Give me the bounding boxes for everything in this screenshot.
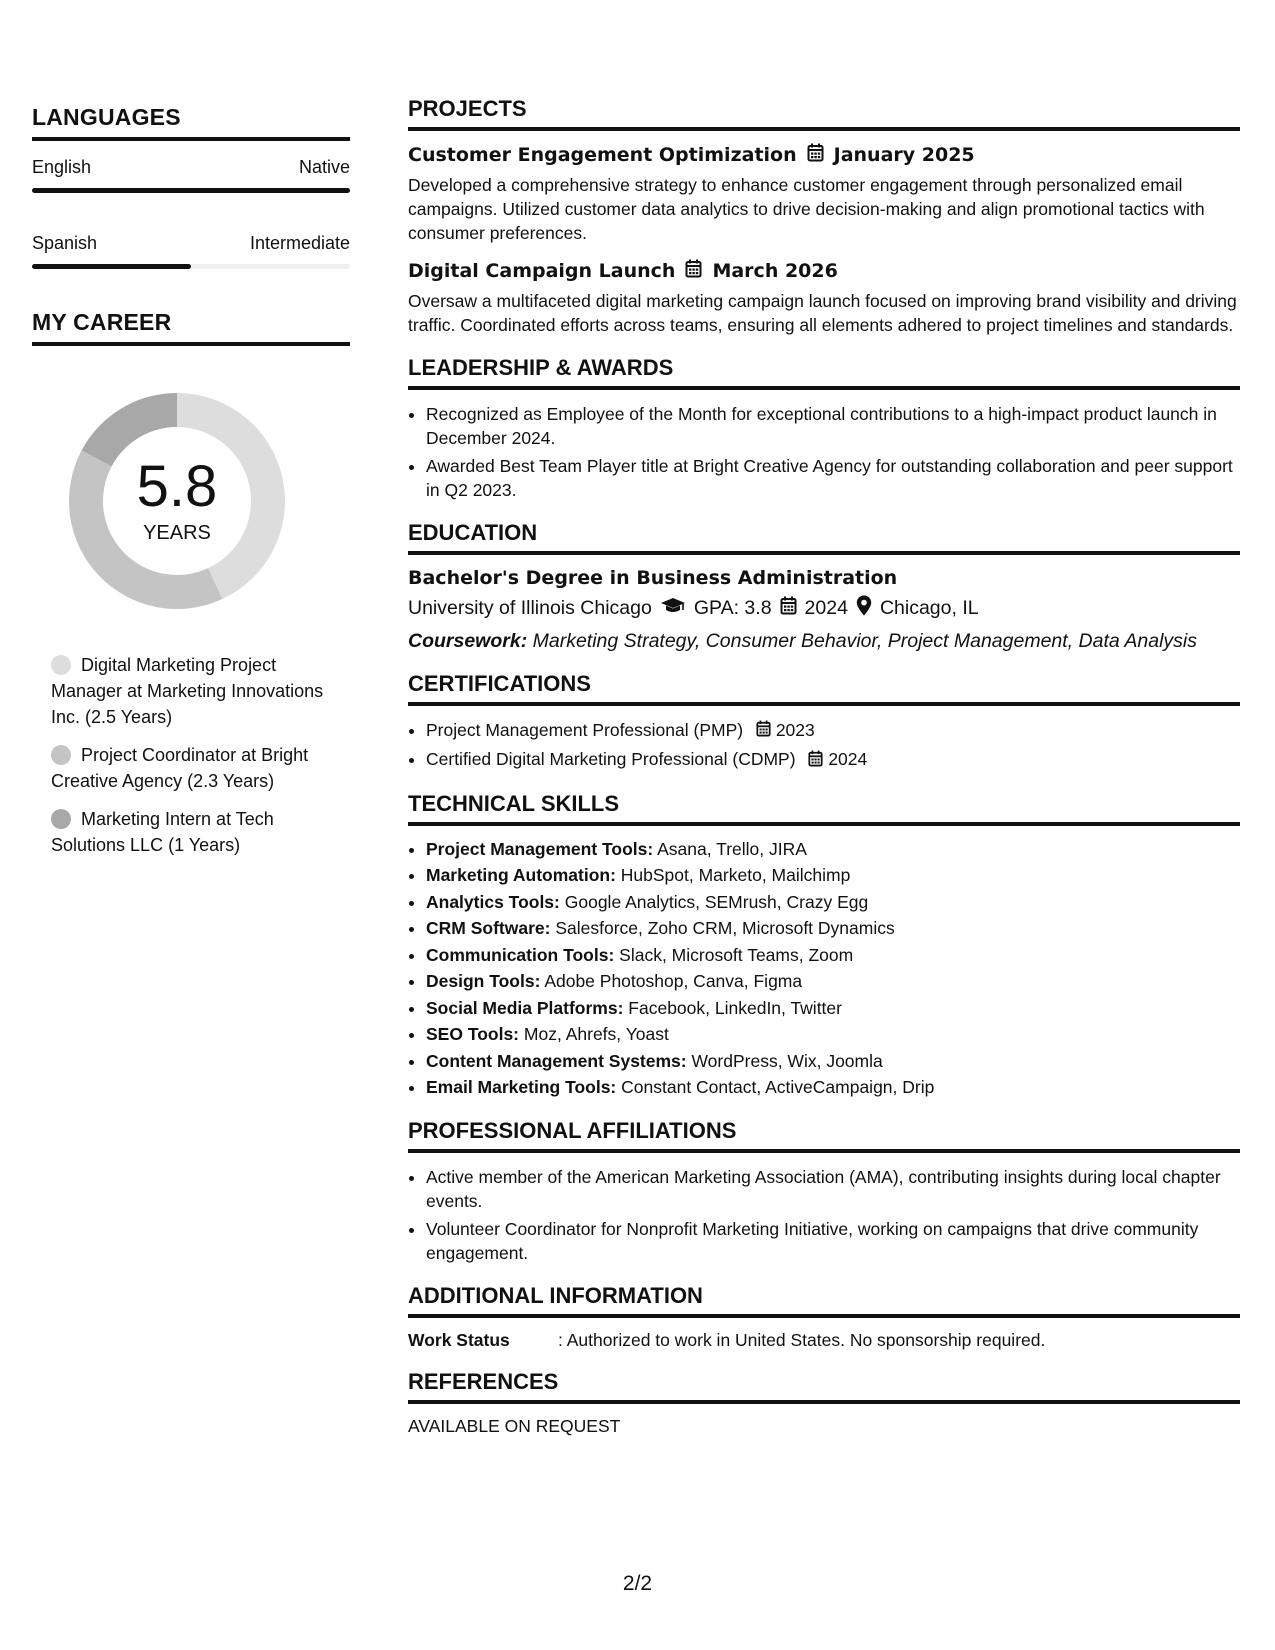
leadership-heading: LEADERSHIP & AWARDS [408, 355, 1240, 390]
skill-value: Salesforce, Zoho CRM, Microsoft Dynamics [555, 918, 895, 939]
certification-year: 2024 [828, 749, 868, 770]
language-proficiency-fill [32, 188, 350, 193]
legend-dot-icon [51, 745, 71, 765]
info-row [408, 1330, 1240, 1351]
career-role-text: Marketing Intern at Tech Solutions LLC (1 Years) [51, 809, 274, 855]
education-year: 2024 [804, 597, 848, 619]
skills-heading: TECHNICAL SKILLS [408, 791, 1240, 826]
calendar-icon [685, 259, 702, 283]
calendar-icon [807, 143, 824, 167]
references-text: AVAILABLE ON REQUEST [408, 1415, 621, 1436]
references-heading: REFERENCES [408, 1369, 1240, 1404]
project-item [408, 143, 1240, 245]
skill-value: Google Analytics, SEMrush, Crazy Egg [564, 891, 869, 912]
languages-heading: LANGUAGES [32, 104, 350, 141]
skill-item [426, 970, 1240, 994]
skill-label: Content Management Systems: [426, 1050, 687, 1071]
career-legend-item [51, 742, 350, 794]
skill-item [426, 1023, 1240, 1047]
skill-item [426, 1076, 1240, 1100]
project-title: Customer Engagement Optimization [408, 144, 797, 166]
project-date: January 2025 [833, 144, 975, 166]
language-level: Native [298, 157, 350, 177]
project-date: March 2026 [712, 260, 838, 282]
education-gpa: GPA: 3.8 [693, 597, 772, 619]
coursework-list: Marketing Strategy, Consumer Behavior, Project Management, Data Analysis [532, 630, 1198, 652]
language-proficiency-fill [32, 264, 191, 269]
skill-label: Marketing Automation: [426, 865, 616, 886]
certifications-section [408, 671, 1240, 773]
project-title: Digital Campaign Launch [408, 260, 676, 282]
skill-label: CRM Software: [426, 918, 551, 939]
skill-item [426, 1050, 1240, 1074]
projects-heading: PROJECTS [408, 96, 1240, 131]
legend-dot-icon [51, 809, 71, 829]
additional-info-heading: ADDITIONAL INFORMATION [408, 1283, 1240, 1318]
language-item [32, 157, 350, 193]
skill-label: Design Tools: [426, 971, 541, 992]
project-item [408, 259, 1240, 337]
skill-item [426, 838, 1240, 862]
certification-year: 2023 [775, 720, 815, 740]
language-name: Spanish [32, 233, 98, 253]
skill-item [426, 997, 1240, 1021]
skill-label: Analytics Tools: [426, 891, 560, 912]
career-donut-center [62, 386, 292, 616]
sidebar [32, 104, 350, 870]
additional-info-section [408, 1283, 1240, 1351]
page-number: 2/2 [622, 1572, 653, 1595]
affiliations-section [408, 1118, 1240, 1265]
language-proficiency-bar [32, 188, 350, 193]
skill-label: SEO Tools: [426, 1024, 520, 1045]
calendar-icon [808, 749, 823, 773]
skill-item [426, 944, 1240, 968]
education-coursework [408, 630, 1240, 653]
career-total-years: 5.8 [136, 453, 218, 519]
skills-section [408, 791, 1240, 1100]
career-role-text: Digital Marketing Project Manager at Marketing Innovations Inc. (2.5 Years) [51, 655, 324, 727]
skill-value: Asana, Trello, JIRA [657, 838, 807, 859]
skill-item [426, 917, 1240, 941]
certifications-heading: CERTIFICATIONS [408, 671, 1240, 706]
skill-item [426, 891, 1240, 915]
language-item [32, 233, 350, 269]
leadership-section [408, 355, 1240, 502]
info-key: Work Status [408, 1329, 510, 1350]
skill-value: WordPress, Wix, Joomla [691, 1050, 883, 1071]
education-location: Chicago, IL [879, 597, 979, 619]
career-legend-item [51, 652, 350, 730]
calendar-icon [780, 596, 797, 621]
skill-value: Moz, Ahrefs, Yoast [523, 1024, 669, 1045]
language-proficiency-bar [32, 264, 350, 269]
education-school: University of Illinois Chicago [408, 597, 652, 619]
education-degree: Bachelor's Degree in Business Administration [408, 567, 898, 589]
list-item: • Active member of the American Marketing Association (AMA), contributing insights during local chapter events. [426, 1165, 1240, 1213]
map-pin-icon [856, 595, 872, 622]
references-section [408, 1369, 1240, 1437]
list-item: • Awarded Best Team Player title at Bright Creative Agency for outstanding collaboration and peer support in Q2 2023. [426, 454, 1240, 502]
certification-item [426, 747, 1240, 772]
list-item: • Volunteer Coordinator for Nonprofit Marketing Initiative, working on campaigns that drive community engagement. [426, 1217, 1240, 1265]
skill-value: Adobe Photoshop, Canva, Figma [544, 971, 803, 992]
career-heading: MY CAREER [32, 309, 350, 346]
education-heading: EDUCATION [408, 520, 1240, 555]
projects-section [408, 96, 1240, 337]
career-donut-chart [62, 386, 292, 616]
project-description: Developed a comprehensive strategy to enhance customer engagement through personalized email campaigns. Utilized customer data analytics to drive decision-making and align promotional tactics with consumer preferences. [408, 175, 1205, 243]
skill-label: Communication Tools: [426, 944, 615, 965]
legend-dot-icon [51, 655, 71, 675]
graduation-cap-icon [660, 597, 686, 621]
certification-item [426, 718, 1240, 743]
education-section [408, 520, 1240, 653]
certification-name: Project Management Professional (PMP) [426, 720, 744, 740]
language-level: Intermediate [249, 233, 350, 253]
affiliations-heading: PROFESSIONAL AFFILIATIONS [408, 1118, 1240, 1153]
skill-value: Slack, Microsoft Teams, Zoom [619, 944, 854, 965]
skill-value: Constant Contact, ActiveCampaign, Drip [621, 1077, 935, 1098]
skill-label: Email Marketing Tools: [426, 1077, 617, 1098]
career-role-text: Project Coordinator at Bright Creative Agency (2.3 Years) [51, 745, 309, 791]
certification-name: Certified Digital Marketing Professional (CDMP) [426, 749, 796, 770]
career-legend [32, 652, 350, 858]
language-name: English [32, 157, 92, 177]
list-item: • Recognized as Employee of the Month for exceptional contributions to a high-impact product launch in December 2024. [426, 402, 1240, 450]
career-total-unit: YEARS [143, 521, 211, 544]
info-value: : Authorized to work in United States. No sponsorship required. [558, 1329, 1046, 1350]
calendar-icon [756, 719, 771, 743]
career-legend-item [51, 806, 350, 858]
main-content [408, 96, 1240, 1455]
coursework-label: Coursework: [408, 630, 528, 652]
skill-label: Project Management Tools: [426, 838, 654, 859]
skill-label: Social Media Platforms: [426, 997, 624, 1018]
skill-value: Facebook, LinkedIn, Twitter [628, 997, 842, 1018]
project-description: Oversaw a multifaceted digital marketing campaign launch focused on improving brand visibility and driving traffic. Coordinated efforts across teams, ensuring all elements adhered to project timelines and standards. [408, 291, 1237, 335]
skill-item [426, 864, 1240, 888]
skill-value: HubSpot, Marketo, Mailchimp [620, 865, 851, 886]
